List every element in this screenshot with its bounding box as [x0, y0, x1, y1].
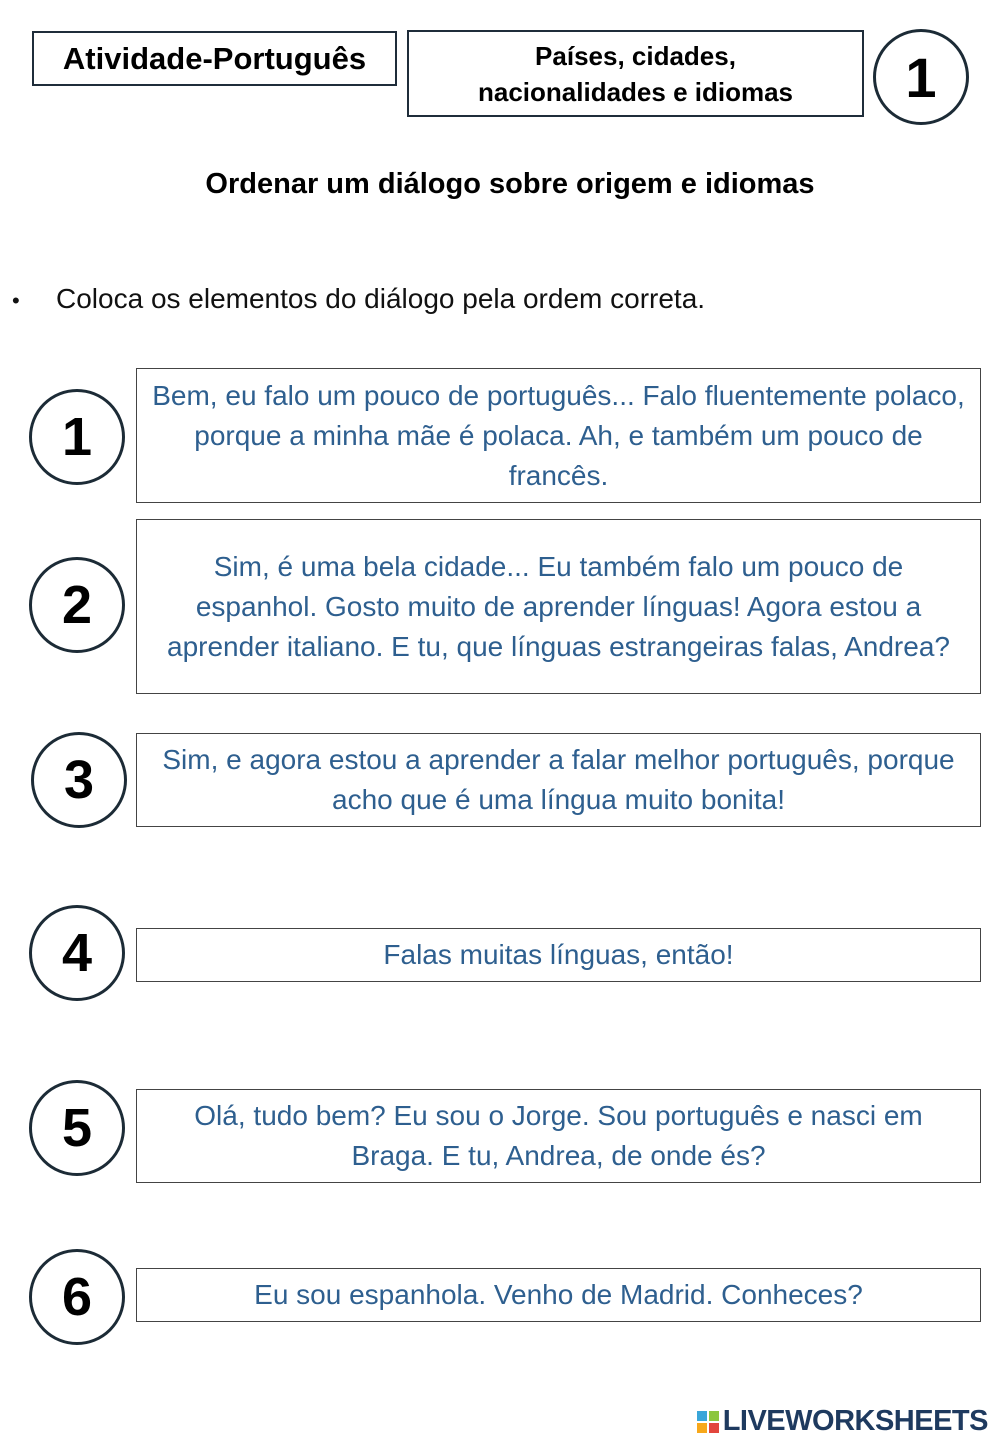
- sheet-number-badge: [873, 29, 969, 125]
- bullet-icon: •: [12, 288, 20, 313]
- liveworksheets-logo-icon: [697, 1411, 719, 1433]
- footer-brand-text: LIVEWORKSHEETS: [722, 1405, 988, 1437]
- item-number-label: 3: [63, 750, 95, 810]
- dialogue-text: Olá, tudo bem? Eu sou o Jorge. Sou português e nasci em Braga. E tu, Andrea, de onde és?: [194, 1100, 923, 1171]
- dialogue-box-4[interactable]: [136, 928, 981, 982]
- dialogue-box-5[interactable]: [136, 1089, 981, 1183]
- item-number-2: [29, 557, 125, 653]
- dialogue-text: Sim, e agora estou a aprender a falar melhor português, porque acho que é uma língua muito bonita!: [162, 744, 955, 815]
- dialogue-box-6[interactable]: [136, 1268, 981, 1322]
- dialogue-box-1[interactable]: [136, 368, 981, 503]
- item-number-4: [29, 905, 125, 1001]
- dialogue-box-3[interactable]: [136, 733, 981, 827]
- topic-line-2: nacionalidades e idiomas: [478, 76, 793, 107]
- topic-line-1: Países, cidades,: [535, 40, 736, 71]
- item-number-3: [31, 732, 127, 828]
- dialogue-text: Bem, eu falo um pouco de português... Falo fluentemente polaco, porque a minha mãe é polaca. Ah, e também um pouco de francês.: [152, 379, 965, 491]
- instruction-text: Coloca os elementos do diálogo pela ordem correta.: [56, 283, 706, 314]
- item-number-5: [29, 1080, 125, 1176]
- subject-label: [32, 31, 397, 86]
- item-number-label: 5: [61, 1098, 93, 1158]
- sheet-number: 1: [905, 45, 937, 109]
- item-number-6: [29, 1249, 125, 1345]
- item-number-label: 1: [61, 407, 93, 467]
- subject-text: Atividade-Português: [62, 40, 367, 76]
- dialogue-text: Sim, é uma bela cidade... Eu também falo um pouco de espanhol. Gosto muito de aprender línguas! Agora estou a aprender italiano. E tu, que línguas estrangeiras falas, Andrea?: [167, 550, 950, 662]
- item-number-label: 2: [61, 575, 93, 635]
- item-number-1: [29, 389, 125, 485]
- dialogue-text: Falas muitas línguas, então!: [383, 939, 734, 970]
- dialogue-text: Eu sou espanhola. Venho de Madrid. Conheces?: [254, 1279, 863, 1310]
- topic-label: [407, 30, 864, 117]
- item-number-label: 6: [61, 1267, 93, 1327]
- dialogue-box-2[interactable]: [136, 519, 981, 694]
- footer-brand[interactable]: [697, 1405, 988, 1438]
- instruction: [12, 283, 705, 315]
- item-number-label: 4: [61, 923, 93, 983]
- page-title: Ordenar um diálogo sobre origem e idiomas: [205, 168, 815, 200]
